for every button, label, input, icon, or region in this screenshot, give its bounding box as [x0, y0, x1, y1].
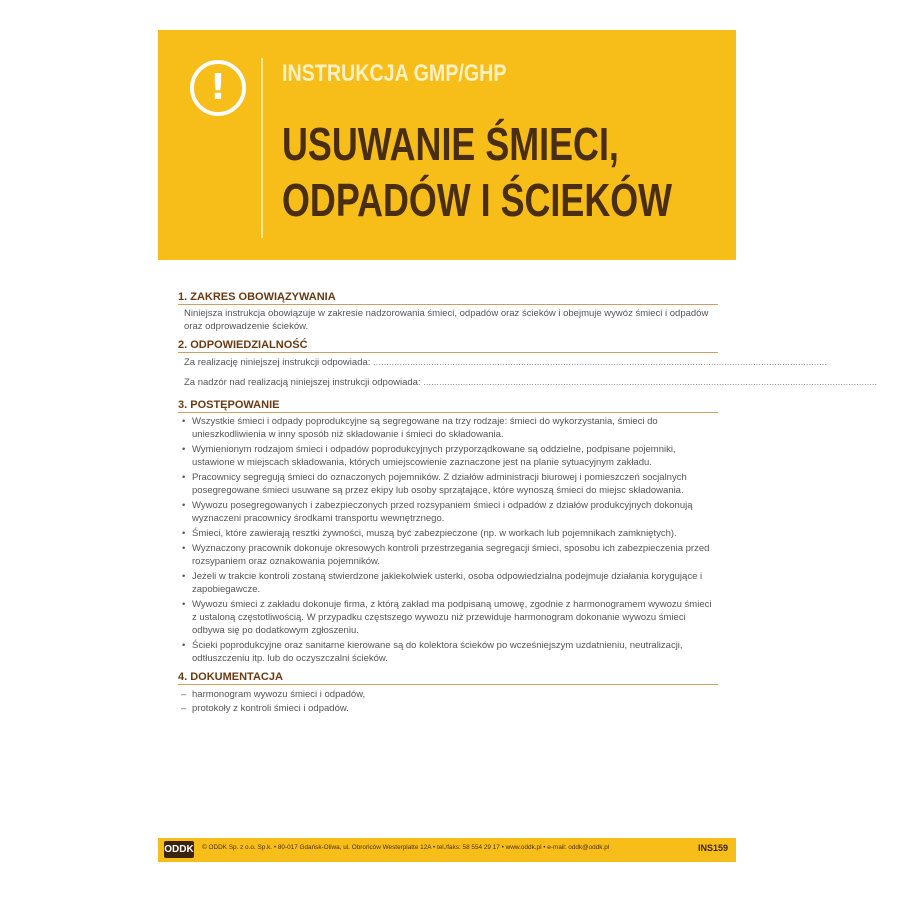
section-text: Niniejsza instrukcja obowiązuje w zakresie nadzorowania śmieci, odpadów oraz ścieków i obejmuje wywóz śmieci i odpadów oraz odprowadzenie ścieków. [184, 308, 709, 332]
company-logo: ODDK [164, 841, 194, 858]
document-type-label: INSTRUKCJA GMP/GHP [282, 60, 507, 87]
title-line-2: ODPADÓW I ŚCIEKÓW [282, 174, 673, 226]
section-responsibility [178, 339, 878, 393]
list-item: • Śmieci, które zawierają resztki żywności, muszą być zabezpieczone (np. w workach lub pojemnikach zamkniętych). [178, 527, 718, 540]
section-heading: 1. ZAKRES OBOWIĄZYWANIA [178, 291, 718, 305]
section-heading: 4. DOKUMENTACJA [178, 671, 718, 685]
responsible-label: Za realizację niniejszej instrukcji odpowiada: [184, 357, 371, 368]
procedure-list [178, 415, 718, 665]
document-code: INS159 [697, 843, 728, 853]
section-heading: 3. POSTĘPOWANIE [178, 399, 718, 413]
section-heading: 2. ODPOWIEDZIALNOŚĆ [178, 339, 718, 353]
section-procedure [178, 399, 718, 665]
supervisor-line [184, 373, 878, 393]
list-item: – harmonogram wywozu śmieci i odpadów, [178, 688, 718, 702]
footer-bar [158, 838, 736, 862]
responsible-fill: ............................................................................................................................................................................ [373, 357, 828, 368]
list-item: • Wyznaczony pracownik dokonuje okresowych kontroli przestrzegania segregacji śmieci, sposobu ich zabezpieczenia przed rozsypaniem oraz oznakowania pojemników. [178, 542, 718, 568]
list-item: • Wszystkie śmieci i odpady poprodukcyjne są segregowane na trzy rodzaje: śmieci do wykorzystania, śmieci do unieszkodliwienia w inny sposób niż składowanie i śmieci do składowania. [178, 415, 718, 441]
list-item: • Pracownicy segregują śmieci do oznaczonych pojemników. Z działów administracji biurowej i pomieszczeń socjalnych posegregowane śmieci usuwane są przez ekipy lub osoby sprzątające, które wynoszą śmieci do miejsc składowania. [178, 471, 718, 497]
responsible-line [184, 353, 828, 373]
list-item: • Ścieki poprodukcyjne oraz sanitarne kierowane są do kolektora ścieków po wcześniejszym uzdatnieniu, neutralizacji, odtłuszczeniu itp. lub do oczyszczalni ścieków. [178, 639, 718, 665]
documentation-list [178, 688, 718, 716]
list-item: • Jeżeli w trakcie kontroli zostaną stwierdzone jakiekolwiek usterki, osoba odpowiedzialna podejmuje działania korygujące i zapobiegawcze. [178, 570, 718, 596]
footer-contact: © ODDK Sp. z o.o. Sp.k. • 80-017 Gdańsk-Oliwa, ul. Obrońców Westerplatte 12A • tel./faks: 58 554 29 17 • www.oddk.pl • e-mail: oddk@oddk.pl [202, 844, 610, 851]
list-item: • Wywozu śmieci z zakładu dokonuje firma, z którą zakład ma podpisaną umowę, zgodnie z harmonogramem wywozu śmieci z ustaloną częstotliwością. W przypadku częstszego wywozu niż przewiduje harmonogram dokonanie wywozu śmieci odbywa się po dodatkowym zgłoszeniu. [178, 598, 718, 637]
list-item: – protokoły z kontroli śmieci i odpadów. [178, 702, 718, 716]
document-body [178, 285, 878, 716]
exclamation-circle-icon: ! [190, 60, 246, 116]
list-item: • Wymienionym rodzajom śmieci i odpadów poprodukcyjnych przyporządkowane są oddzielne, podpisane pojemniki, ustawione w miejscach składowania, których umiejscowienie zaznaczone jest na planie sytuacyjnym zakładu. [178, 443, 718, 469]
title-line-1: USUWANIE ŚMIECI, [282, 118, 619, 170]
section-documentation [178, 671, 718, 716]
instruction-sheet [158, 30, 878, 865]
supervisor-fill: ............................................................................................................................................................................ [423, 377, 878, 388]
page-title [282, 116, 672, 228]
supervisor-label: Za nadzór nad realizacją niniejszej instrukcji odpowiada: [184, 377, 421, 388]
list-item: • Wywozu posegregowanych i zabezpieczonych przed rozsypaniem śmieci i odpadów z działów produkcyjnych dokonują wyznaczeni pracownicy środkami transportu wewnętrznego. [178, 499, 718, 525]
section-scope [178, 291, 718, 333]
header-banner [158, 30, 736, 260]
header-divider [261, 58, 263, 238]
